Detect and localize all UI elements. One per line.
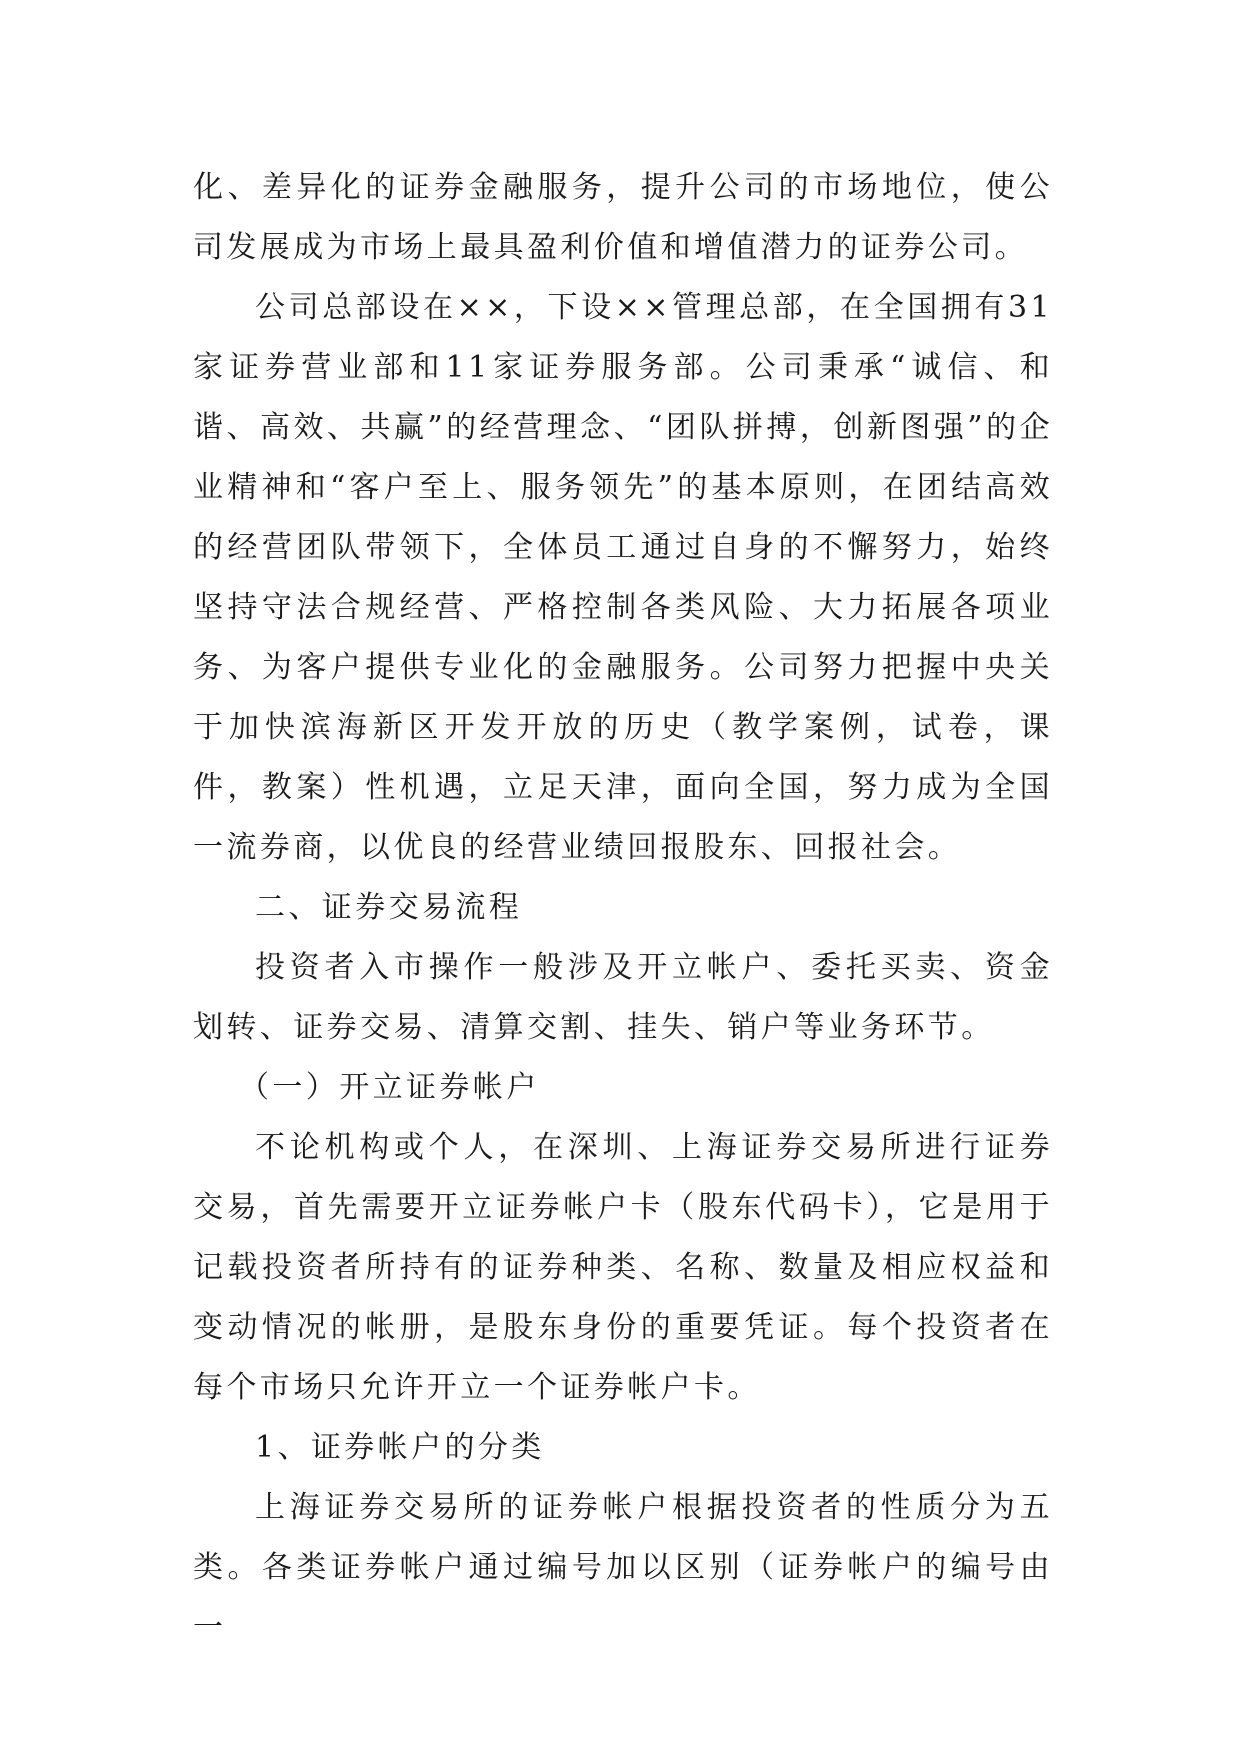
subsection-heading-account-types: 1、证券帐户的分类 bbox=[255, 1430, 545, 1465]
paragraph-account-classification: 上海证券交易所的证券帐户根据投资者的性质分为五类。各类证券帐户通过编号加以区别（证券帐户的编号由一 bbox=[193, 1490, 1053, 1645]
subsection-heading-open-account: （一）开立证券帐户 bbox=[239, 1070, 540, 1105]
section-heading-trading-process: 二、证券交易流程 bbox=[255, 890, 523, 925]
document-body bbox=[193, 158, 1053, 1658]
paragraph-continuation: 化、差异化的证券金融服务，提升公司的市场地位，使公司发展成为市场上最具盈利价值和增值潜力的证券公司。 bbox=[193, 170, 1053, 265]
paragraph-trading-steps: 投资者入市操作一般涉及开立帐户、委托买卖、资金划转、证券交易、清算交割、挂失、销户等业务环节。 bbox=[193, 950, 1053, 1045]
paragraph-account-description: 不论机构或个人，在深圳、上海证券交易所进行证券交易，首先需要开立证券帐户卡（股东代码卡），它是用于记载投资者所持有的证券种类、名称、数量及相应权益和变动情况的帐册，是股东身份的重要凭证。每个投资者在每个市场只允许开立一个证券帐户卡。 bbox=[193, 1130, 1053, 1405]
paragraph-company-overview: 公司总部设在××，下设××管理总部，在全国拥有31家证券营业部和11家证券服务部。公司秉承“诚信、和谐、高效、共赢”的经营理念、“团队拼搏，创新图强”的企业精神和“客户至上、服务领先”的基本原则，在团结高效的经营团队带领下，全体员工通过自身的不懈努力，始终坚持守法合规经营、严格控制各类风险、大力拓展各项业务、为客户提供专业化的金融服务。公司努力把握中央关于加快滨海新区开发开放的历史（教学案例，试卷，课件，教案）性机遇，立足天津，面向全国，努力成为全国一流券商，以优良的经营业绩回报股东、回报社会。 bbox=[193, 290, 1053, 865]
